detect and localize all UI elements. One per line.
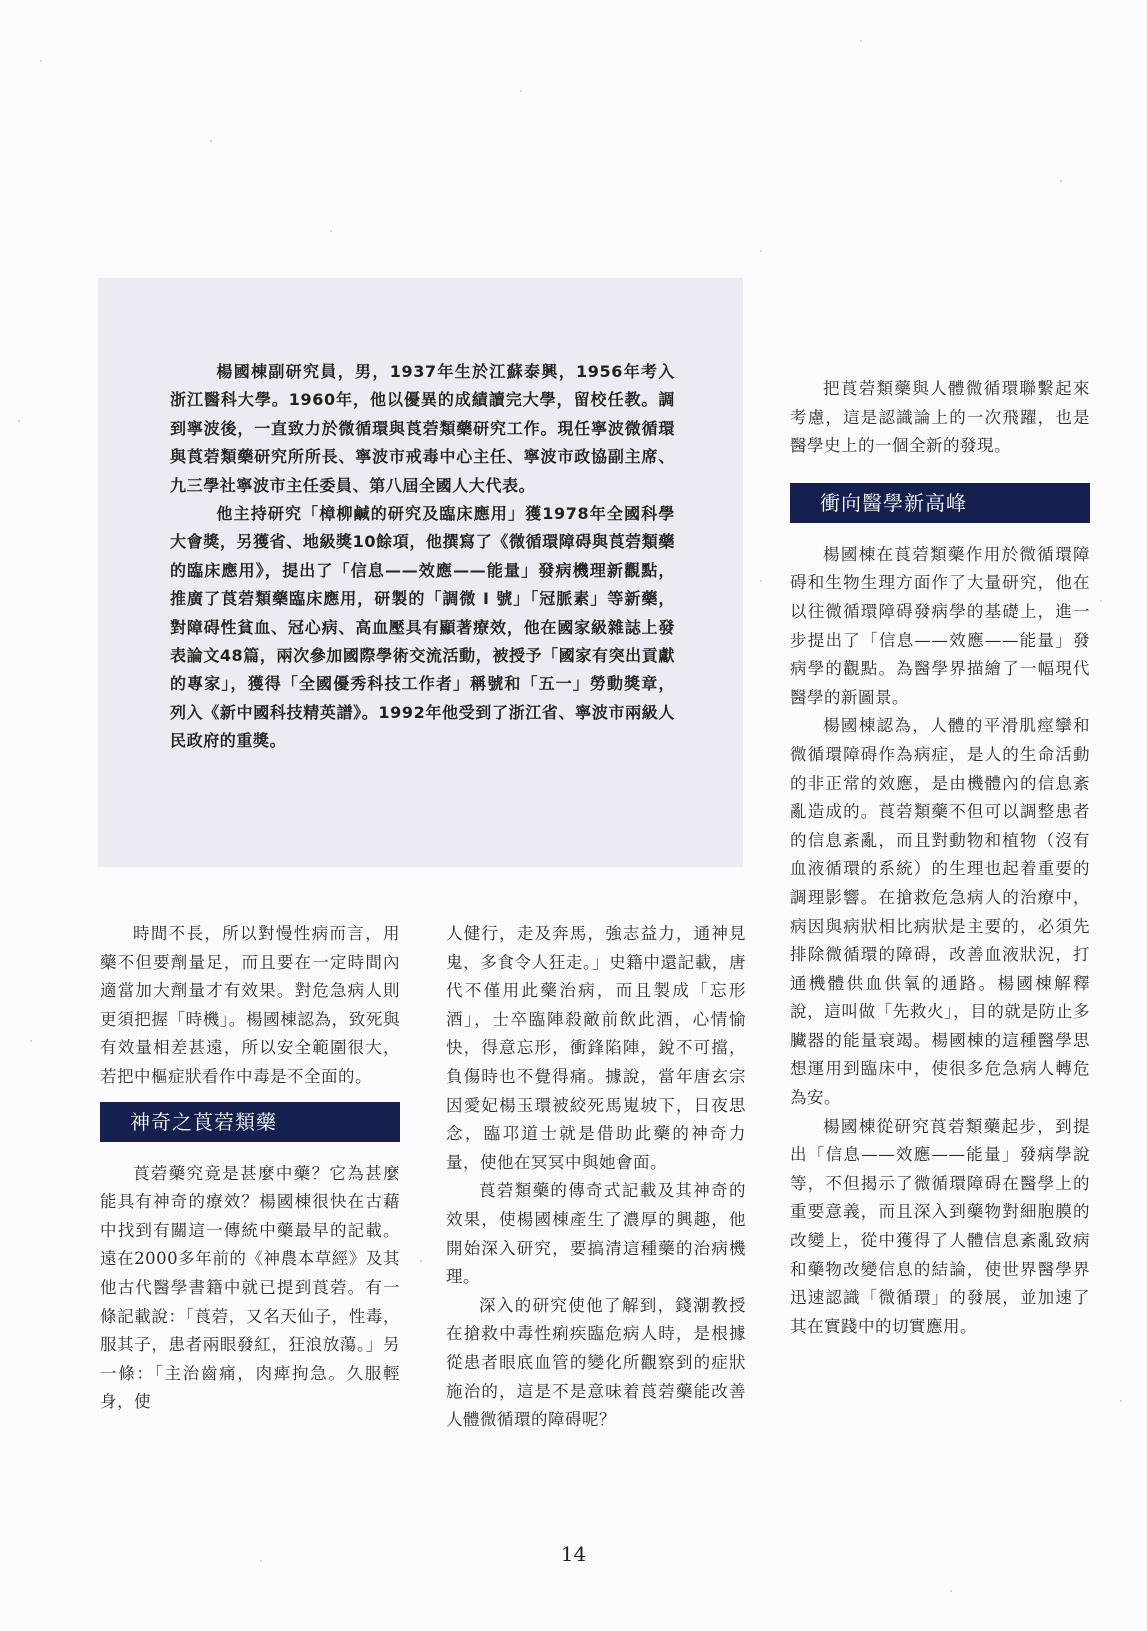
body-paragraph: 莨菪藥究竟是甚麼中藥？它為甚麼能具有神奇的療效？楊國棟很快在古藉中找到有關這一傳統中藥最早的記載。遠在2000多年前的《神農本草經》及其他古代醫學書籍中就已提到莨菪。有一條記載說：「莨菪，又名天仙子，性毒，服其子，患者兩眼發紅，狂浪放蕩。」另一條：「主治齒痛，肉痺拘急。久服輕身，使 xyxy=(100,1163,400,1412)
body-paragraph: 把莨菪類藥與人體微循環聯繫起來考慮，這是認識論上的一次飛躍，也是醫學史上的一個全新的發現。 xyxy=(790,379,1090,456)
body-paragraph: 時間不長，所以對慢性病而言，用藥不但要劑量足，而且要在一定時間內適當加大劑量才有效果。對危急病人則更須把握「時機」。楊國棟認為，致死與有效量相差甚遠，所以安全範圍很大，若把中樞症狀看作中毒是不全面的。 xyxy=(100,924,400,1086)
bio-paragraph: 他主持研究「樟柳鹹的研究及臨床應用」獲1978年全國科學大會獎，另獲省、地級獎10餘項，他撰寫了《微循環障碍與莨菪類藥的臨床應用》，提出了「信息——效應——能量」發病機理新觀點，推廣了莨菪類藥臨床應用，研製的「調微 I 號」「冠脈素」等新藥，對障碍性貧血、冠心病、高血壓具有顯著療效，他在國家級雜誌上發表論文48篇，兩次參加國際學術交流活動，被授予「國家有突出貢獻的專家」，獲得「全國優秀科技工作者」稱號和「五一」勞動獎章，列入《新中國科技精英譜》。1992年他受到了浙江省、寧波市兩級人民政府的重獎。 xyxy=(170,504,675,751)
paper-speck xyxy=(420,1260,422,1262)
section-heading: 神奇之莨菪類藥 xyxy=(100,1102,400,1142)
middle-column xyxy=(446,920,746,1435)
paper-speck xyxy=(40,60,42,62)
paper-speck xyxy=(330,230,332,232)
left-column xyxy=(100,920,400,1417)
paper-speck xyxy=(860,40,862,42)
paper-speck xyxy=(520,90,522,92)
paper-speck xyxy=(760,580,762,582)
paper-speck xyxy=(950,1590,952,1592)
paper-speck xyxy=(1100,600,1102,602)
page-number: 14 xyxy=(560,1542,587,1566)
paper-speck xyxy=(30,1040,32,1042)
body-paragraph: 人健行，走及奔馬，強志益力，通神見鬼，多食令人狂走。」史籍中還記載，唐代不僅用此藥治病，而且製成「忘形酒」，士卒臨陣殺敵前飲此酒，心情愉快，得意忘形，衝鋒陷陣，銳不可擋，負傷時也不覺得痛。據說，當年唐玄宗因愛妃楊玉環被絞死馬嵬坡下，日夜思念，臨邛道士就是借助此藥的神奇力量，使他在冥冥中與她會面。 xyxy=(446,924,746,1172)
body-paragraph: 楊國棟認為，人體的平滑肌痙攣和微循環障碍作為病症，是人的生命活動的非正常的效應，是由機體內的信息紊亂造成的。莨菪類藥不但可以調整患者的信息紊亂，而且對動物和植物（沒有血液循環的系統）的生理也起着重要的調理影響。在搶救危急病人的治療中，病因與病狀相比病狀是主要的，必須先排除微循環的障碍，改善血液狀況，打通機體供血供氧的通路。楊國棟解釋說，這叫做「先救火」，目的就是防止多臟器的能量衰竭。楊國棟的這種醫學思想運用到臨床中，使很多危急病人轉危為安。 xyxy=(790,716,1090,1108)
section-heading: 衝向醫學新高峰 xyxy=(790,483,1090,523)
body-paragraph: 莨菪類藥的傳奇式記載及其神奇的效果，使楊國棟產生了濃厚的興趣，他開始深入研究，要搞清這種藥的治病機理。 xyxy=(446,1181,746,1287)
body-paragraph: 深入的研究使他了解到，錢潮教授在搶救中毒性痢疾臨危病人時，是根據從患者眼底血管的變化所觀察到的症狀施治的，這是不是意味着莨菪藥能改善人體微循環的障碍呢？ xyxy=(446,1295,746,1430)
paper-speck xyxy=(210,140,212,142)
paper-speck xyxy=(1060,180,1062,182)
paper-speck xyxy=(1120,1400,1122,1402)
bio-paragraph: 楊國棟副研究員，男，1937年生於江蘇泰興，1956年考入浙江醫科大學。1960年，他以優異的成績讀完大學，留校任教。調到寧波後，一直致力於微循環與莨菪類藥研究工作。現任寧波微循環與莨菪類藥研究所所長、寧波市戒毒中心主任、寧波市政協副主席、九三學社寧波市主任委員、第八屆全國人大代表。 xyxy=(170,362,675,495)
paper-speck xyxy=(760,250,762,252)
biography-box xyxy=(98,278,743,867)
body-paragraph: 楊國棟從研究莨菪類藥起步，到提出「信息——效應——能量」發病學說等，不但揭示了微循環障碍在醫學上的重要意義，而且深入到藥物對細胞膜的改變上，從中獲得了人體信息紊亂致病和藥物改變信息的結論，使世界醫學界迅速認識「微循環」的發展，並加速了其在實踐中的切實應用。 xyxy=(790,1116,1090,1336)
right-column xyxy=(790,375,1090,1341)
body-paragraph: 楊國棟在莨菪類藥作用於微循環障碍和生物生理方面作了大量研究，他在以往微循環障碍發病學的基礎上，進一步提出了「信息——效應——能量」發病學的觀點。為醫學界描繪了一幅現代醫學的新圖景。 xyxy=(790,544,1090,707)
paper-speck xyxy=(18,420,20,422)
